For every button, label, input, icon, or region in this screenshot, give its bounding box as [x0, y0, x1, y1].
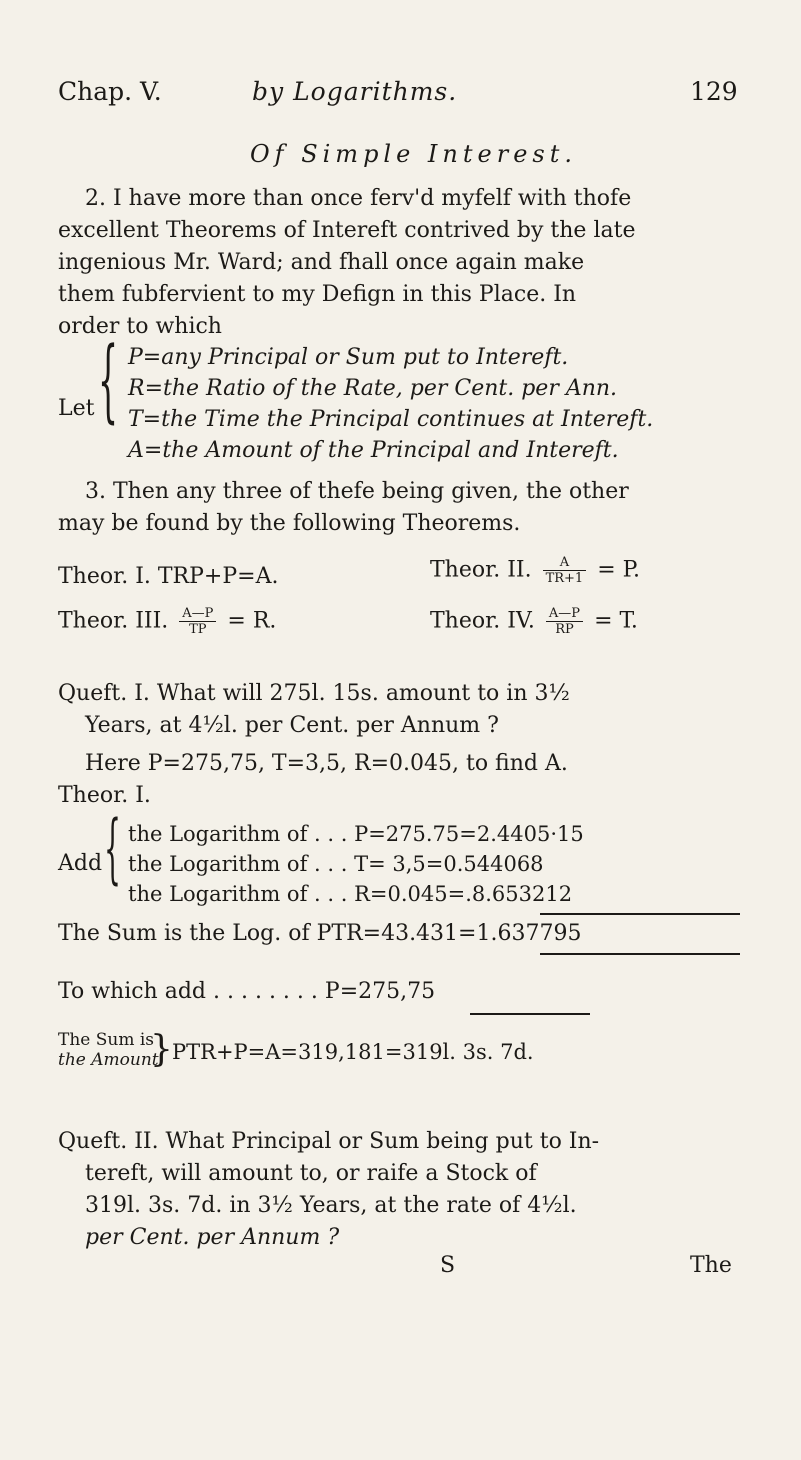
- theorem-2-label: Theor. II.: [430, 557, 532, 583]
- theorem-3-label: Theor. III.: [58, 608, 169, 634]
- para2-line-4: them fubfervient to my Defign in this Place. In: [58, 282, 577, 307]
- log-line-t: the Logarithm of . . . T= 3,5=0.544068: [128, 852, 544, 876]
- quest1-line-3: Here P=275,75, T=3,5, R=0.045, to find A.: [85, 751, 568, 776]
- theorem-2-fraction: [543, 555, 587, 586]
- definition-a: A=the Amount of the Principal and Intereft.: [128, 438, 619, 463]
- quest2-line-1: Queft. II. What Principal or Sum being put to In-: [58, 1129, 600, 1154]
- add-line: To which add . . . . . . . . P=275,75: [58, 979, 436, 1004]
- log-line-r: the Logarithm of . . . R=0.045=.8.653212: [128, 882, 573, 906]
- theorem-2-numerator: A: [559, 555, 570, 570]
- theorem-4-denominator: RP: [546, 621, 583, 637]
- theorem-4-numerator: A—P: [548, 606, 581, 621]
- add-rule: [470, 1013, 590, 1015]
- definitions-brace: {: [98, 328, 119, 433]
- para2-line-1: 2. I have more than once ferv'd myfelf with thofe: [85, 186, 632, 211]
- theorem-4-fraction: [546, 606, 583, 637]
- theorem-4: [430, 606, 638, 637]
- quest1-line-2: Years, at 4½l. per Cent. per Annum ?: [85, 713, 499, 738]
- quest2-line-3: 319l. 3s. 7d. in 3½ Years, at the rate of 4½l.: [85, 1193, 577, 1218]
- quest2-line-4: per Cent. per Annum ?: [85, 1225, 340, 1250]
- chapter-label: Chap. V.: [58, 77, 162, 106]
- theorem-3-result: = R.: [227, 608, 277, 634]
- running-title: by Logarithms.: [252, 77, 458, 106]
- amount-label-2: the Amount: [58, 1050, 159, 1070]
- section-title: Of Simple Interest.: [250, 140, 577, 168]
- catchword: The: [690, 1253, 732, 1278]
- page-number: 129: [690, 77, 738, 106]
- theorem-2-denominator: TR+1: [543, 570, 587, 586]
- sum-line: The Sum is the Log. of PTR=43.431=1.637795: [58, 921, 582, 946]
- logs-brace: {: [104, 803, 121, 892]
- theorem-4-label: Theor. IV.: [430, 608, 535, 634]
- definition-r: R=the Ratio of the Rate, per Cent. per Ann.: [128, 376, 618, 401]
- amount-brace: }: [150, 1029, 173, 1070]
- signature-mark: S: [440, 1253, 456, 1278]
- amount-result: PTR+P=A=319,181=319l. 3s. 7d.: [172, 1040, 534, 1064]
- theorem-3-numerator: A—P: [182, 606, 214, 621]
- definition-t: T=the Time the Principal continues at Intereft.: [128, 407, 654, 432]
- quest1-line-1: Queft. I. What will 275l. 15s. amount to in 3½: [58, 681, 570, 706]
- theorem-2: [430, 555, 640, 586]
- sum-rule-1: [540, 913, 740, 915]
- para2-line-2: excellent Theorems of Intereft contrived by the late: [58, 218, 636, 243]
- quest2-line-2: tereft, will amount to, or raife a Stock of: [85, 1161, 537, 1186]
- definition-p: P=any Principal or Sum put to Intereft.: [128, 345, 569, 370]
- quest1-line-4: Theor. I.: [58, 783, 151, 808]
- log-line-p: the Logarithm of . . . P=275.75=2.4405·15: [128, 822, 584, 846]
- theorem-3-fraction: [179, 606, 216, 637]
- para3-line-2: may be found by the following Theorems.: [58, 511, 521, 536]
- para2-line-3: ingenious Mr. Ward; and fhall once again make: [58, 250, 585, 275]
- sum-rule-2: [540, 953, 740, 955]
- theorem-2-result: = P.: [597, 557, 640, 583]
- amount-label-1: The Sum is: [58, 1030, 155, 1050]
- theorem-4-result: = T.: [594, 608, 638, 634]
- theorem-1: Theor. I. TRP+P=A.: [58, 564, 279, 589]
- para2-line-5: order to which: [58, 314, 222, 339]
- para3-line-1: 3. Then any three of thefe being given, the other: [85, 479, 629, 504]
- theorem-3: [58, 606, 276, 637]
- let-label: Let: [58, 396, 95, 421]
- theorem-3-denominator: TP: [179, 621, 216, 637]
- add-label: Add: [58, 851, 103, 876]
